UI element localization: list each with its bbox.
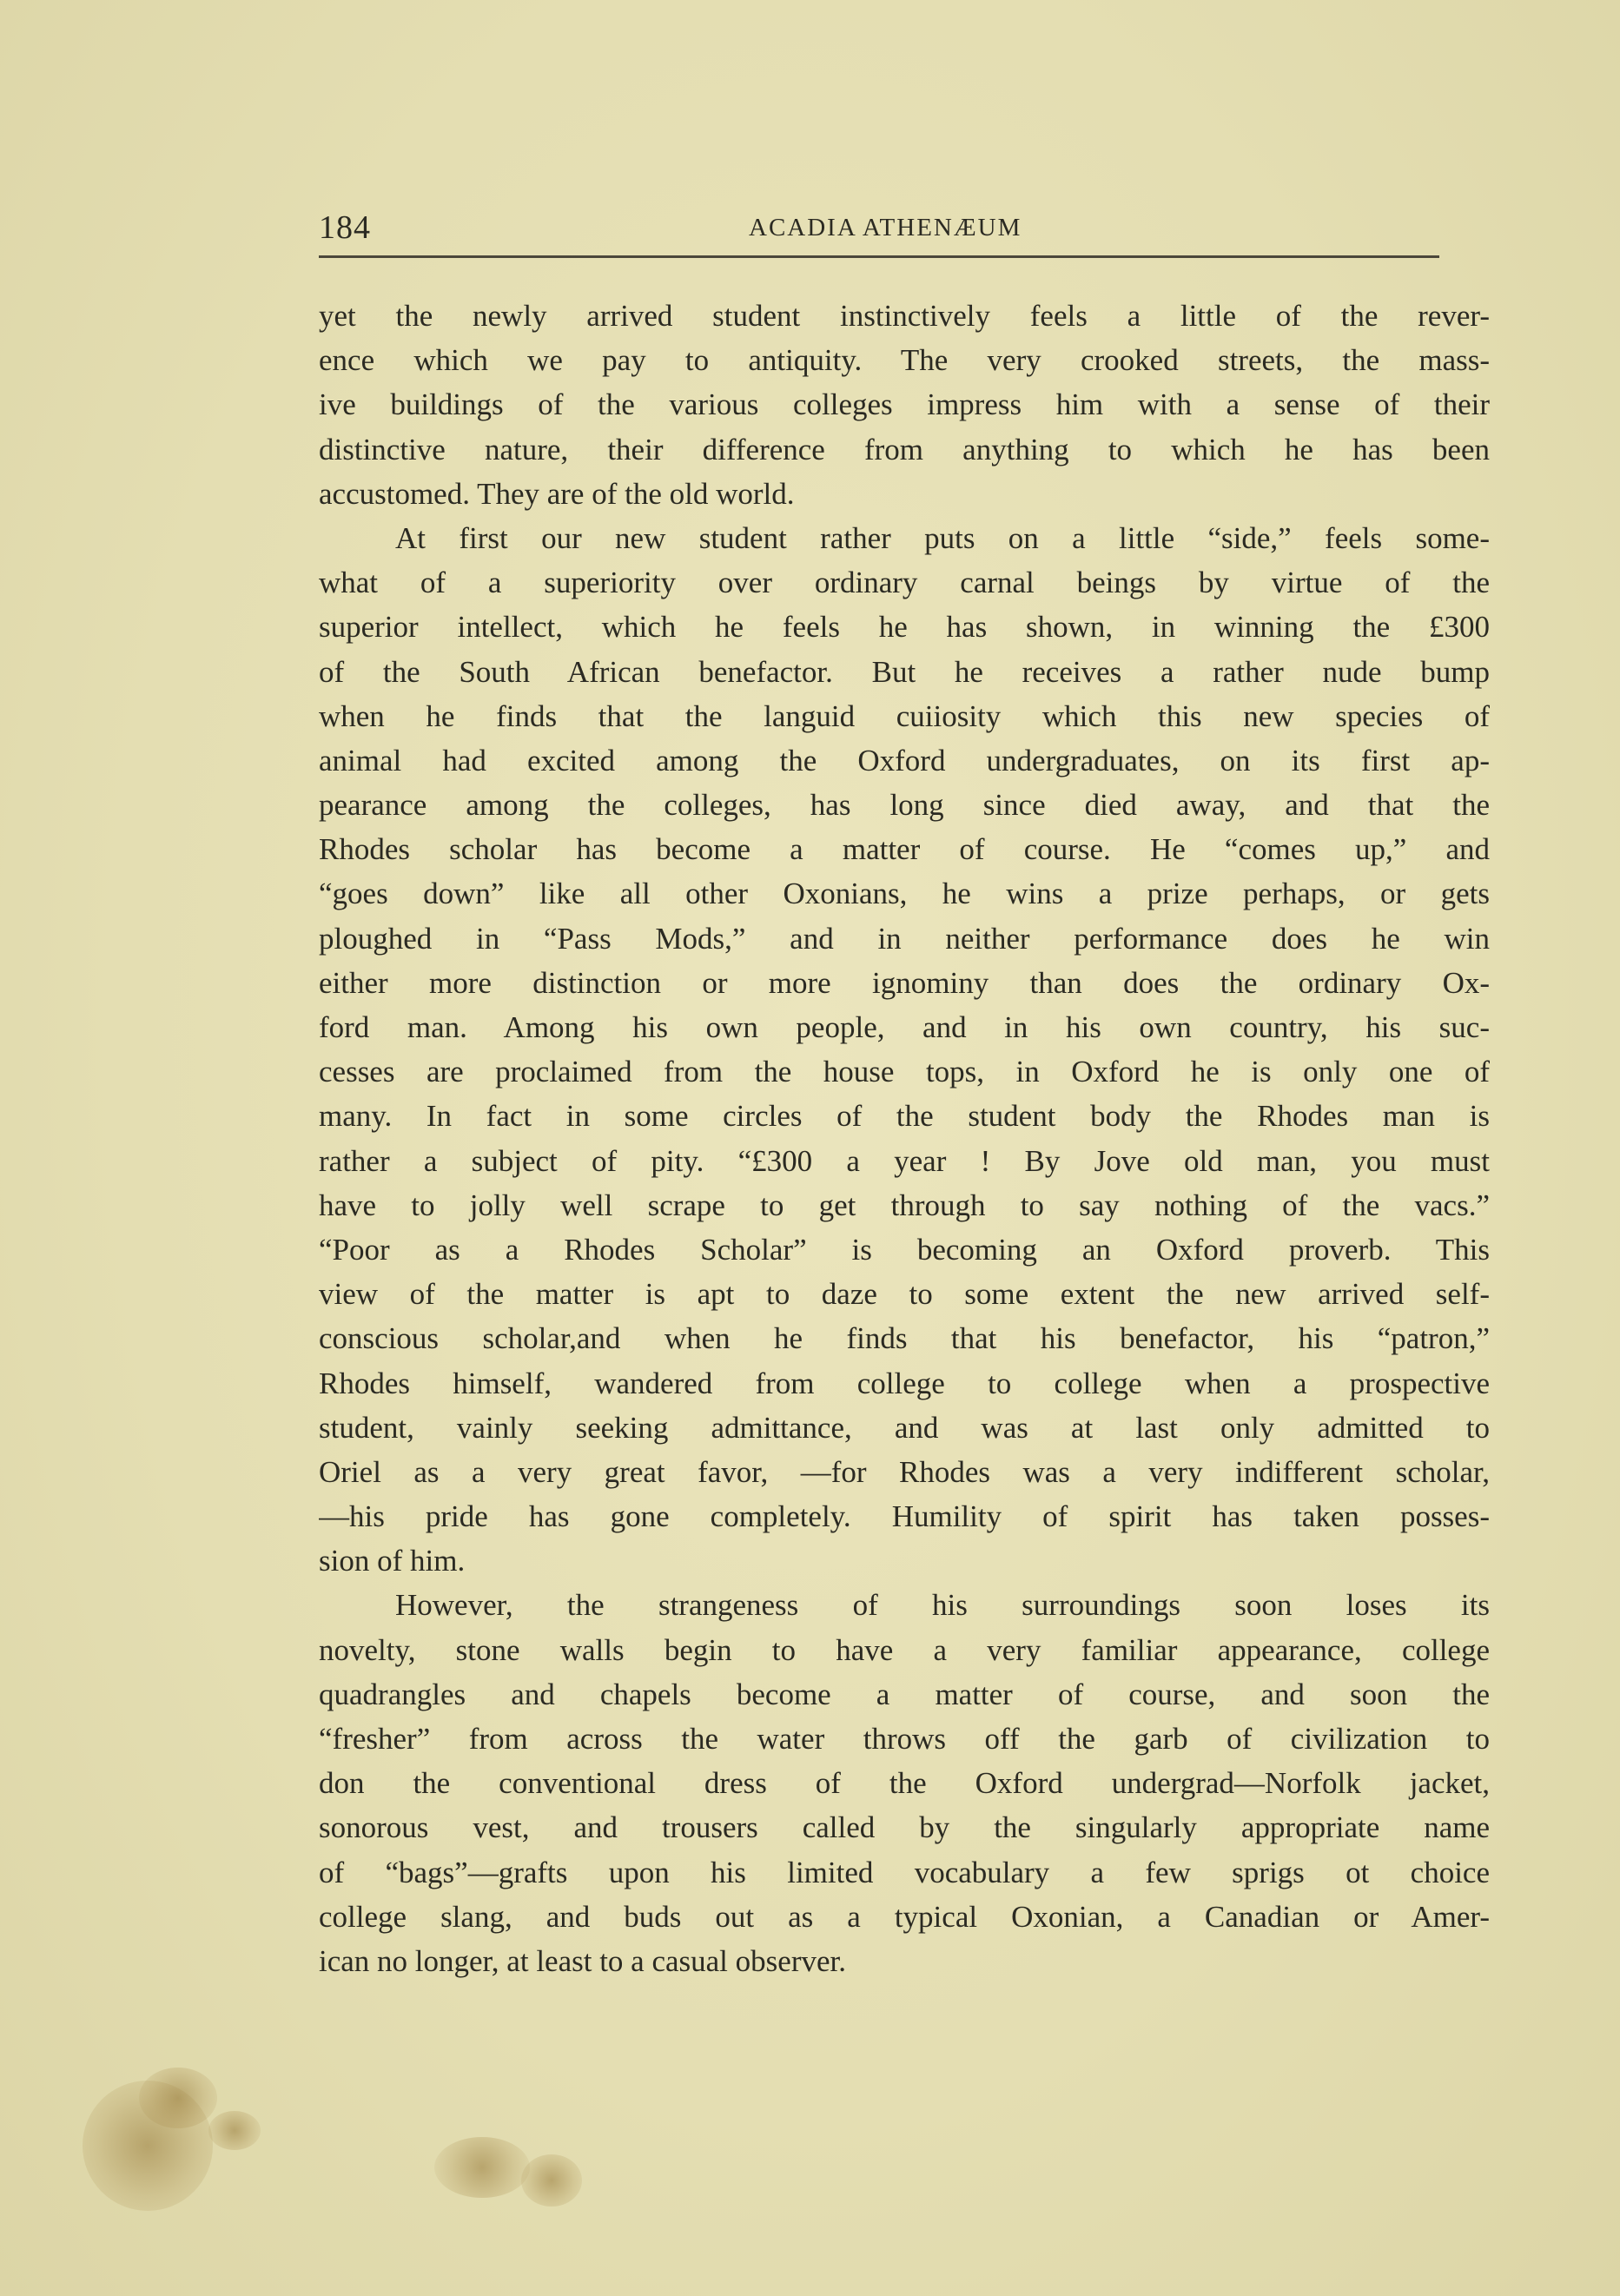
text-line: ence which we pay to antiquity. The very crooked streets, the mass- xyxy=(319,343,1490,378)
text-line: Rhodes scholar has become a matter of course. He “comes up,” and xyxy=(319,832,1490,867)
text-line: accustomed. They are of the old world. xyxy=(319,476,795,511)
text-line: Rhodes himself, wandered from college to college when a prospective xyxy=(319,1366,1490,1400)
page-number: 184 xyxy=(319,209,371,246)
paragraph xyxy=(319,516,1490,1584)
text-line: Oriel as a very great favor, —for Rhodes was a very indifferent scholar, xyxy=(319,1454,1490,1489)
text-line: ploughed in “Pass Mods,” and in neither performance does he win xyxy=(319,921,1490,956)
text-line: However, the strangeness of his surroundings soon loses its xyxy=(395,1588,1490,1623)
paper-stain xyxy=(434,2137,530,2198)
paragraph xyxy=(319,294,1490,516)
text-line: student, vainly seeking admittance, and was at last only admitted to xyxy=(319,1410,1490,1445)
text-line: many. In fact in some circles of the student body the Rhodes man is xyxy=(319,1099,1490,1134)
text-line: when he finds that the languid cuiiosity which this new species of xyxy=(319,698,1490,733)
text-line: “Poor as a Rhodes Scholar” is becoming an Oxford proverb. This xyxy=(319,1232,1490,1267)
journal-title: ACADIA ATHENÆUM xyxy=(749,214,1022,242)
text-line: animal had excited among the Oxford undergraduates, on its first ap- xyxy=(319,743,1490,777)
text-line: “goes down” like all other Oxonians, he wins a prize perhaps, or gets xyxy=(319,877,1490,911)
text-line: ive buildings of the various colleges impress him with a sense of their xyxy=(319,387,1490,422)
text-line: At first our new student rather puts on a little “side,” feels some- xyxy=(395,520,1490,555)
text-line: sonorous vest, and trousers called by the singularly appropriate name xyxy=(319,1810,1490,1845)
text-line: cesses are proclaimed from the house tops, in Oxford he is only one of xyxy=(319,1055,1490,1089)
text-line: novelty, stone walls begin to have a very familiar appearance, college xyxy=(319,1632,1490,1667)
text-line: either more distinction or more ignominy than does the ordinary Ox- xyxy=(319,965,1490,1000)
text-line: ford man. Among his own people, and in his own country, his suc- xyxy=(319,1010,1490,1044)
text-line: view of the matter is apt to daze to some extent the new arrived self- xyxy=(319,1277,1490,1312)
text-line: superior intellect, which he feels he has shown, in winning the £300 xyxy=(319,610,1490,645)
paper-stain xyxy=(521,2154,582,2207)
paragraph xyxy=(319,1583,1490,1983)
text-line: quadrangles and chapels become a matter of course, and soon the xyxy=(319,1677,1490,1711)
text-line: conscious scholar,and when he finds that his benefactor, his “patron,” xyxy=(319,1321,1490,1356)
text-line: sion of him. xyxy=(319,1544,466,1578)
text-line: distinctive nature, their difference from anything to which he has been xyxy=(319,432,1490,466)
text-line: —his pride has gone completely. Humility of spirit has taken posses- xyxy=(319,1499,1490,1534)
text-line: have to jolly well scrape to get through to say nothing of the vacs.” xyxy=(319,1188,1490,1222)
text-line: what of a superiority over ordinary carnal beings by virtue of the xyxy=(319,566,1490,600)
header-rule xyxy=(319,255,1439,258)
text-line: of the South African benefactor. But he receives a rather nude bump xyxy=(319,654,1490,689)
text-line: of “bags”—grafts upon his limited vocabulary a few sprigs ot choice xyxy=(319,1855,1490,1889)
paper-stain xyxy=(208,2111,261,2150)
article-body xyxy=(319,294,1490,1983)
text-line: college slang, and buds out as a typical Oxonian, a Canadian or Amer- xyxy=(319,1899,1490,1934)
text-line: yet the newly arrived student instinctively feels a little of the rever- xyxy=(319,299,1490,333)
running-head xyxy=(319,202,1439,262)
text-line: don the conventional dress of the Oxford undergrad—Norfolk jacket, xyxy=(319,1766,1490,1801)
text-line: “fresher” from across the water throws off the garb of civilization to xyxy=(319,1722,1490,1756)
text-line: pearance among the colleges, has long since died away, and that the xyxy=(319,788,1490,823)
text-line: ican no longer, at least to a casual observer. xyxy=(319,1943,846,1978)
paper-stain xyxy=(139,2068,217,2128)
text-line: rather a subject of pity. “£300 a year ! By Jove old man, you must xyxy=(319,1143,1490,1178)
